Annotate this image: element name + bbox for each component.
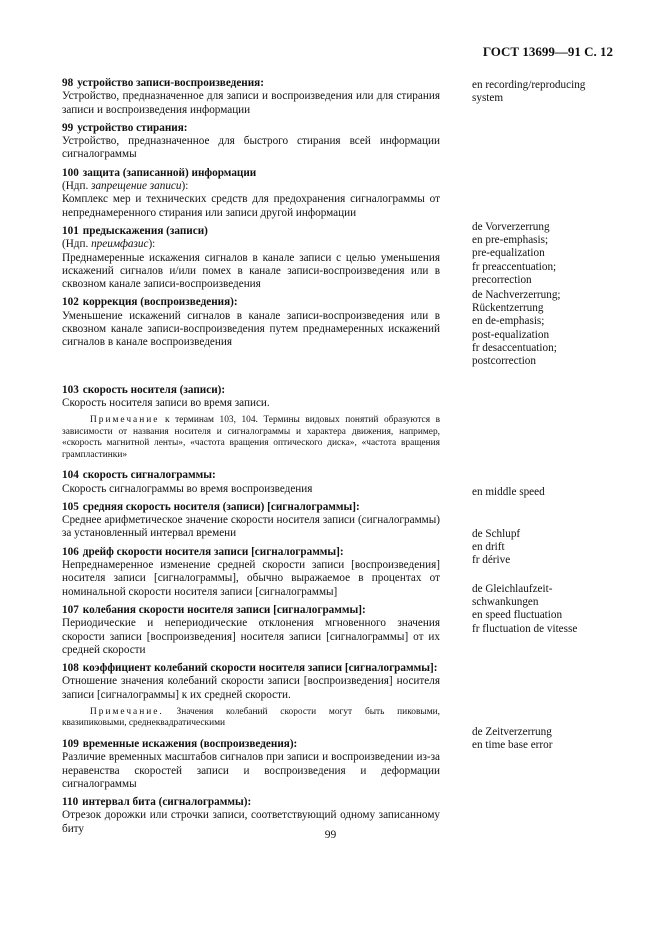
equivalents-107: de Gleichlaufzeit- schwankungen en speed fluctuation fr fluctuation de vitesse [472, 583, 578, 635]
term-title: скорость сигналограммы: [82, 469, 216, 482]
term-title: временные искажения (воспроизведения): [82, 737, 298, 750]
term-definition: Уменьшение искажений сигналов в канале записи-воспроизведения или в сквозном канале записи-воспроизведения путем преднамеренных искажений сигналов в канале воспроизведения [62, 309, 440, 349]
term-title: коэффициент колебаний скорости носителя записи [сигналограммы]: [82, 662, 438, 675]
term-number: 106 [62, 545, 79, 558]
term-entry [62, 469, 440, 496]
term-entry [62, 296, 440, 349]
term-definition: Устройство, предназначенное для быстрого стирания всей информации сигналограммы [62, 135, 440, 161]
term-number: 110 [62, 796, 79, 809]
term-definition: Устройство, предназначенное для записи и воспроизведения или для стирания записи и воспроизведения информации [62, 90, 440, 116]
term-entry [62, 546, 440, 599]
term-number: 99 [62, 121, 74, 134]
term-title: средняя скорость носителя (записи) [сигналограммы]: [82, 500, 360, 513]
deprecated-term: (Ндп. преимфазис): [62, 238, 156, 251]
term-title: коррекция (воспроизведения): [82, 296, 238, 309]
equivalents-101: de Vorverzerrung en pre-emphasis; pre-equalization fr preaccentuation; precorrection [472, 221, 557, 286]
term-number: 98 [62, 77, 74, 89]
term-entry [62, 501, 440, 541]
term-entry [62, 122, 440, 162]
term-entry [62, 662, 440, 702]
term-number: 104 [62, 469, 79, 482]
equivalents-102: de Nachverzerrung; Rückentzerrung en de-emphasis; post-equalization fr desaccentuation; postcorrection [472, 289, 561, 368]
term-definition: Периодические и непериодические отклонения мгновенного значения скорости записи [воспроизведения] носителя записи [сигналограммы] от их средней скорости [62, 617, 440, 656]
term-number: 103 [62, 383, 79, 396]
term-entry [62, 384, 440, 411]
term-number: 108 [62, 662, 79, 675]
term-definition: Скорость носителя записи во время записи. [62, 396, 270, 409]
term-definition: Скорость сигналограммы во время воспроизведения [62, 482, 313, 495]
term-title: устройство записи-воспроизведения: [77, 77, 264, 89]
term-number: 102 [62, 296, 79, 309]
term-title: скорость носителя (записи): [82, 383, 226, 396]
note: Примечание. Значения колебаний скорости могут быть пиковыми, квазипиковыми, среднеквадратическими [62, 706, 440, 729]
term-title: защита (записанной) информации [82, 166, 257, 179]
equivalents-105: en middle speed [472, 486, 545, 498]
page-number: 99 [324, 829, 337, 841]
term-title: колебания скорости носителя записи [сигналограммы]: [82, 603, 366, 616]
term-title: устройство стирания: [77, 121, 188, 134]
note: Примечание к терминам 103, 104. Термины видовых понятий образуются в зависимости от названия носителя и сигналограммы и характера движения, например, «скорость магнитной ленты», «частота вращения оптического диска», «частота вращения грампластинки» [62, 415, 440, 460]
term-definition: Среднее арифметическое значение скорости носителя записи (сигналограммы) за установленный интервал времени [62, 514, 440, 540]
term-number: 109 [62, 737, 79, 750]
term-definition: Комплекс мер и технических средств для предохранения сигналограммы от непреднамеренного стирания или записи другой информации [62, 193, 440, 219]
equivalents-109: de Zeitverzerrung en time base error [472, 726, 553, 752]
term-number: 100 [62, 166, 79, 179]
term-entry [62, 738, 440, 791]
page-header: ГОСТ 13699—91 С. 12 [482, 44, 613, 59]
term-number: 101 [62, 224, 79, 237]
terms-column [62, 77, 440, 841]
term-definition: Отношение значения колебаний скорости записи [воспроизведения] носителя записи [сигналограммы] к их средней скорости. [62, 675, 440, 701]
term-entry [62, 225, 440, 291]
term-entry [62, 77, 440, 117]
term-definition: Отрезок дорожки или строчки записи, соответствующий одному записанному биту [62, 809, 440, 835]
term-entry [62, 604, 440, 657]
term-entry [62, 167, 440, 220]
term-title: предыскажения (записи) [82, 224, 208, 237]
deprecated-term: (Ндп. запрещение записи): [62, 180, 189, 193]
equivalents-106: de Schlupf en drift fr dérive [472, 528, 521, 567]
term-number: 105 [62, 500, 79, 513]
term-title: дрейф скорости носителя записи [сигналограммы]: [82, 545, 344, 558]
term-definition: Преднамеренные искажения сигналов в канале записи с целью уменьшения искажений сигналов и/или помех в канале записи-воспроизведения или в сквозном канале записи-воспроизведения [62, 251, 440, 291]
term-definition: Непреднамеренное изменение средней скорости записи [воспроизведения] носителя записи [сигналограммы], обычно выражаемое в процентах от номинальной скорости носителя записи [сигналограммы] [62, 559, 440, 598]
term-number: 107 [62, 603, 79, 616]
term-title: интервал бита (сигналограммы): [82, 796, 252, 809]
equivalents-98: en recording/reproducing system [472, 79, 586, 105]
term-definition: Различие временных масштабов сигналов при записи и воспроизведении из-за неравенства скоростей записи и воспроизведения и деформации сигналограммы [62, 751, 440, 790]
